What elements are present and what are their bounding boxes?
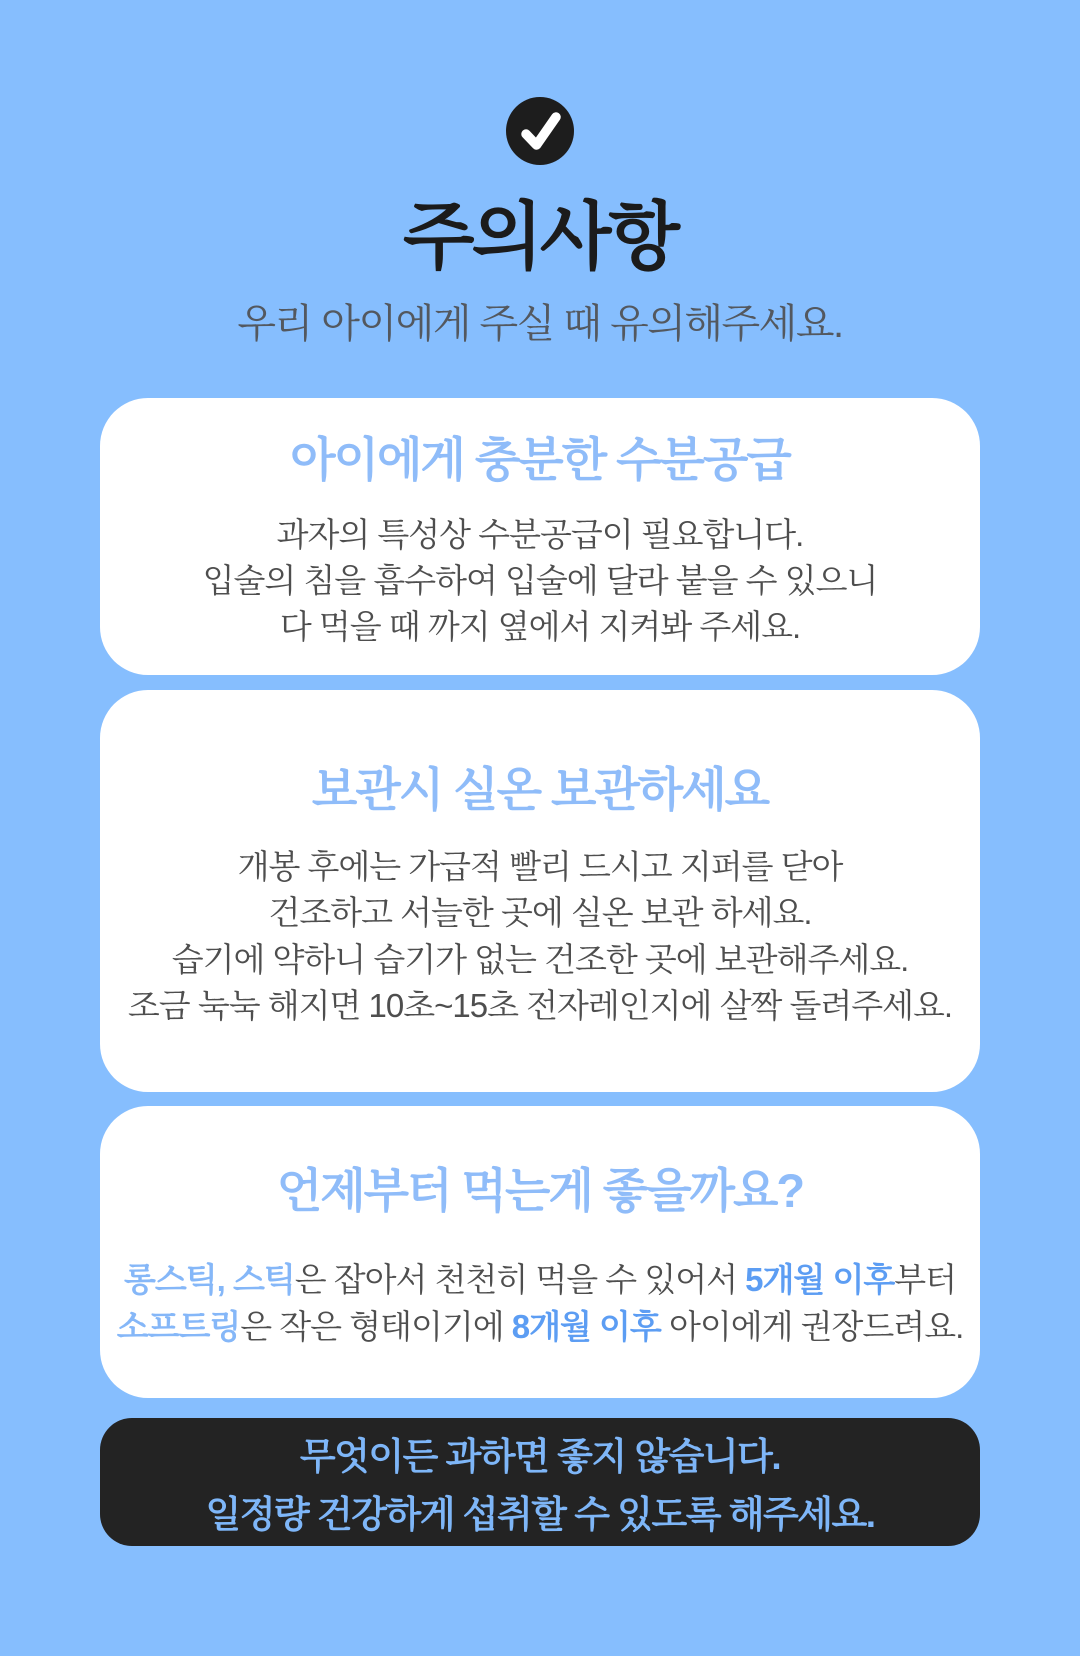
page-subtitle: 우리 아이에게 주실 때 유의해주세요.: [237, 302, 843, 346]
plain-text: 아이에게 권장드려요.: [660, 1307, 964, 1345]
card-line: 개봉 후에는 가급적 빨리 드시고 지퍼를 닫아: [237, 848, 843, 886]
highlight-age: 5개월 이후: [745, 1261, 895, 1299]
highlight-product-names: 소프트링: [116, 1307, 241, 1345]
highlight-age: 8개월 이후: [511, 1307, 661, 1345]
card-line: 다 먹을 때 까지 옆에서 지켜봐 주세요.: [279, 608, 801, 646]
footer-warning-box: [100, 1418, 980, 1546]
plain-text: 은 작은 형태이기에: [240, 1307, 512, 1345]
card-line: [117, 1304, 964, 1350]
page-title: 주의사항: [403, 195, 677, 278]
card-hydration-body: [203, 512, 878, 651]
card-line: 조금 눅눅 해지면 10초~15초 전자레인지에 살짝 돌려주세요.: [127, 986, 953, 1024]
plain-text: 은 잡아서 천천히 먹을 수 있어서: [294, 1261, 746, 1299]
highlight-product-names: 롱스틱, 스틱: [124, 1261, 295, 1299]
card-storage-body: [128, 844, 952, 1029]
footer-line: 일정량 건강하게 섭취할 수 있도록 해주세요.: [205, 1494, 875, 1535]
card-line: 입술의 침을 흡수하여 입술에 달라 붙을 수 있으니: [202, 561, 878, 599]
card-age-body: [117, 1257, 964, 1349]
card-line: 과자의 특성상 수분공급이 필요합니다.: [276, 515, 804, 553]
card-storage-heading: 보관시 실온 보관하세요: [311, 763, 769, 817]
card-line: [117, 1257, 964, 1303]
card-hydration-heading: 아이에게 충분한 수분공급: [290, 432, 790, 486]
card-age-recommendation: [100, 1106, 980, 1398]
card-storage: [100, 690, 980, 1092]
card-line: 건조하고 서늘한 곳에 실온 보관 하세요.: [268, 894, 812, 932]
card-age-heading: 언제부터 먹는게 좋을까요?: [276, 1164, 804, 1218]
footer-line: 무엇이든 과하면 좋지 않습니다.: [299, 1436, 781, 1477]
check-circle-icon: [506, 97, 574, 165]
card-hydration: [100, 398, 980, 675]
card-line: 습기에 약하니 습기가 없는 건조한 곳에 보관해주세요.: [171, 940, 909, 978]
plain-text: 부터: [894, 1261, 956, 1299]
